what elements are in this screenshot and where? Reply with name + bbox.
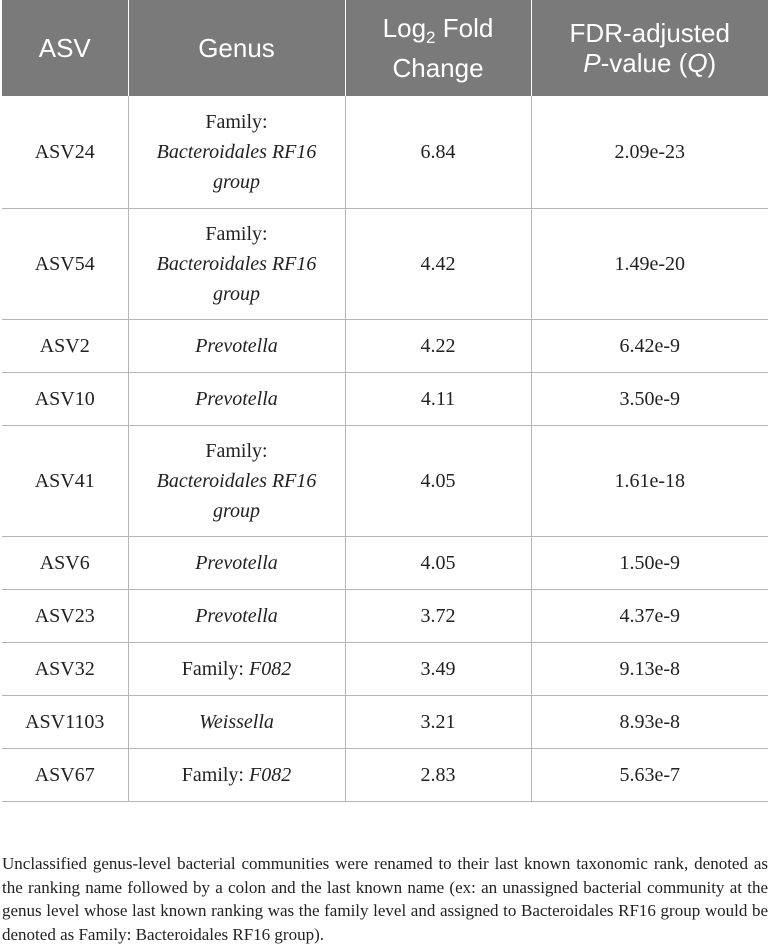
table-row: [2, 426, 768, 537]
cell-asv: ASV32: [2, 643, 128, 696]
cell-log2fc: 4.05: [345, 426, 531, 537]
table-row: [2, 96, 768, 209]
cell-q-value: 5.63e-7: [531, 749, 768, 802]
table-footnote: Unclassified genus-level bacterial communities were renamed to their last known taxonomic rank, denoted as the ranking name followed by a colon and the last known name (ex: an unassigned bacterial community at the genus level whose last known ranking was the family level and assigned to Bacteroidales RF16 group would be denoted as Family: Bacteroidales RF16 group).: [2, 854, 768, 944]
cell-genus: Prevotella: [128, 537, 345, 590]
cell-genus: Family: Bacteroidales RF16 group: [128, 426, 345, 537]
header-fdr-q-value: FDR-adjusted P-value (Q): [531, 0, 768, 96]
cell-asv: ASV2: [2, 320, 128, 373]
cell-asv: ASV10: [2, 373, 128, 426]
results-table-container: [2, 0, 768, 802]
table-header: [2, 0, 768, 96]
table-row: [2, 537, 768, 590]
cell-log2fc: 2.83: [345, 749, 531, 802]
cell-genus: Family: F082: [128, 749, 345, 802]
cell-log2fc: 4.05: [345, 537, 531, 590]
table-row: [2, 590, 768, 643]
cell-genus: Prevotella: [128, 373, 345, 426]
cell-log2fc: 4.22: [345, 320, 531, 373]
table-row: [2, 209, 768, 320]
cell-q-value: 3.50e-9: [531, 373, 768, 426]
cell-q-value: 9.13e-8: [531, 643, 768, 696]
cell-q-value: 1.61e-18: [531, 426, 768, 537]
differential-abundance-table: [2, 0, 768, 802]
cell-log2fc: 3.49: [345, 643, 531, 696]
table-row: [2, 373, 768, 426]
header-genus: Genus: [128, 0, 345, 96]
cell-asv: ASV54: [2, 209, 128, 320]
cell-log2fc: 6.84: [345, 96, 531, 209]
cell-asv: ASV1103: [2, 696, 128, 749]
cell-genus: Family: Bacteroidales RF16 group: [128, 96, 345, 209]
cell-q-value: 1.50e-9: [531, 537, 768, 590]
cell-log2fc: 3.21: [345, 696, 531, 749]
cell-log2fc: 3.72: [345, 590, 531, 643]
cell-q-value: 8.93e-8: [531, 696, 768, 749]
cell-asv: ASV6: [2, 537, 128, 590]
table-body: [2, 96, 768, 802]
cell-asv: ASV41: [2, 426, 128, 537]
cell-q-value: 6.42e-9: [531, 320, 768, 373]
cell-log2fc: 4.11: [345, 373, 531, 426]
cell-genus: Family: Bacteroidales RF16 group: [128, 209, 345, 320]
cell-q-value: 4.37e-9: [531, 590, 768, 643]
cell-genus: Prevotella: [128, 320, 345, 373]
cell-log2fc: 4.42: [345, 209, 531, 320]
cell-genus: Weissella: [128, 696, 345, 749]
cell-q-value: 2.09e-23: [531, 96, 768, 209]
cell-genus: Family: F082: [128, 643, 345, 696]
cell-asv: ASV24: [34, 141, 95, 163]
cell-asv: ASV67: [2, 749, 128, 802]
cell-asv: ASV23: [2, 590, 128, 643]
header-log2-fold-change: Log$_2$ Fold Change: [345, 0, 531, 96]
table-row: [2, 696, 768, 749]
cell-q-value: 1.49e-20: [531, 209, 768, 320]
table-row: [2, 320, 768, 373]
cell-genus: Prevotella: [128, 590, 345, 643]
table-row: [2, 749, 768, 802]
table-row: [2, 643, 768, 696]
header-asv: ASV: [2, 0, 128, 96]
